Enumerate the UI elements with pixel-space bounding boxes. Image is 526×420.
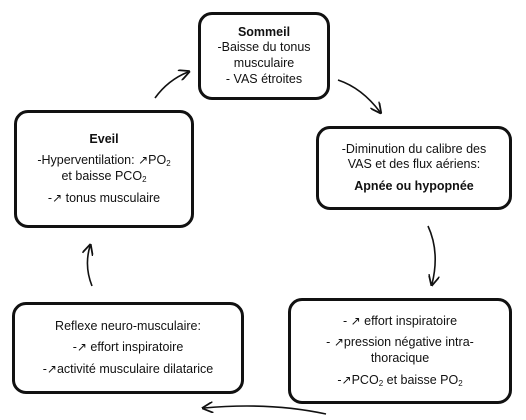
node-diminution-emphasis: Apnée ou hypopnée (354, 178, 474, 193)
node-effort-line3: thoracique (370, 351, 430, 365)
north-east-arrow-icon: ↗ (76, 340, 87, 355)
node-eveil-line3: -↗ tonus musculaire (47, 190, 161, 205)
node-eveil-title: Eveil (89, 131, 119, 146)
node-effort-line4: $-↗PCO_2$ et baisse $PO_2$ (337, 372, 463, 388)
node-effort-line1: - ↗ effort inspiratoire (342, 313, 458, 328)
curved-arrow-icon-effort-to-reflexe (204, 406, 326, 414)
node-reflexe-line1: Reflexe neuro-musculaire: (55, 318, 201, 333)
north-east-arrow-icon: ↗ (52, 190, 63, 205)
node-sommeil-line2: musculaire (233, 56, 295, 70)
north-east-arrow-icon: ↗ (46, 361, 57, 376)
node-sommeil-line1: -Baisse du tonus (217, 40, 311, 55)
node-sommeil-line3: - VAS étroites (225, 71, 303, 86)
node-eveil-line2: et baisse $PCO_2$ (61, 169, 147, 184)
node-effort-line2: - ↗pression négative intra- (326, 335, 474, 350)
curved-arrow-icon-eveil-to-sommeil (155, 72, 188, 98)
curved-arrow-icon-sommeil-to-diminution (338, 80, 380, 112)
curved-arrow-icon-diminution-to-effort (428, 226, 435, 284)
node-reflexe-line3: -↗activité musculaire dilatarice (42, 361, 214, 376)
north-east-arrow-icon: ↗ (138, 153, 149, 168)
node-sommeil-title: Sommeil (237, 24, 291, 39)
node-eveil-line1: -Hyperventilation: $↗PO_2$ (37, 153, 171, 169)
north-east-arrow-icon: ↗ (350, 313, 361, 328)
node-diminution-line1: -Diminution du calibre des (341, 141, 487, 156)
node-diminution-line2: VAS et des flux aériens: (347, 157, 481, 172)
node-reflexe-line2: -↗ effort inspiratoire (72, 340, 184, 355)
curved-arrow-icon-reflexe-to-eveil (87, 246, 92, 286)
north-east-arrow-icon: ↗ (333, 335, 344, 350)
north-east-arrow-icon: ↗ (341, 372, 352, 387)
